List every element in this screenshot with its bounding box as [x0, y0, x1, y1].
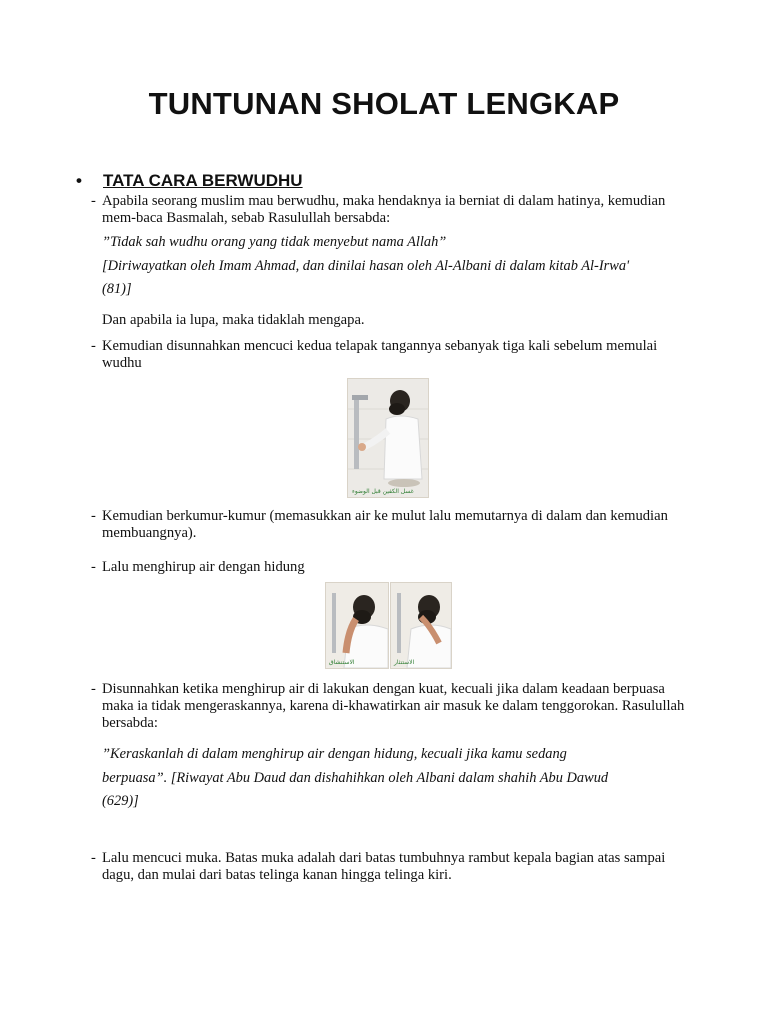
list-item	[91, 508, 691, 542]
hadith-source: berpuasa”. [Riwayat Abu Daud dan dishahihkan oleh Albani dalam shahih Abu Dawud	[102, 770, 609, 786]
bullet: •	[76, 171, 82, 190]
hadith-source-number: (81)]	[102, 281, 132, 297]
dash-marker: -	[91, 559, 96, 575]
photo-caption: الاستنثار	[394, 659, 415, 666]
list-item	[91, 850, 691, 884]
list-item-text: Apabila seorang muslim mau berwudhu, maka hendaknya ia berniat di dalam hatinya, kemudian mem-baca Basmalah, sebab Rasulullah bersabda:	[102, 193, 666, 226]
washing-hands-photo	[347, 378, 429, 498]
dash-marker: -	[91, 850, 96, 866]
dash-marker: -	[91, 681, 96, 697]
inhaling-water-illustration	[326, 583, 388, 668]
list-item-text: Disunnahkan ketika menghirup air di lakukan dengan kuat, kecuali jika dalam keadaan berpuasa maka ia tidak mengeraskannya, karena di-khawatirkan air masuk ke dalam tenggorokan. Rasulullah bersabda:	[102, 681, 685, 731]
list-item	[91, 681, 691, 732]
inhaling-water-photo	[325, 582, 389, 669]
list-item	[91, 338, 691, 372]
exhaling-water-illustration	[391, 583, 451, 668]
list-item	[91, 193, 691, 227]
note-text: Dan apabila ia lupa, maka tidaklah mengapa.	[102, 312, 365, 328]
exhaling-water-photo	[390, 582, 452, 669]
hadith-source: [Diriwayatkan oleh Imam Ahmad, dan dinilai hasan oleh Al-Albani di dalam kitab Al-Irwa'	[102, 258, 630, 274]
list-item-text: Lalu mencuci muka. Batas muka adalah dari batas tumbuhnya rambut kepala bagian atas sampai dagu, dan mulai dari batas telinga kanan hingga telinga kiri.	[102, 850, 666, 883]
washing-hands-illustration	[348, 379, 428, 497]
list-item-text: Kemudian berkumur-kumur (memasukkan air ke mulut lalu memutarnya di dalam dan kemudian membuangnya).	[102, 508, 668, 541]
list-item-text: Lalu menghirup air dengan hidung	[102, 559, 305, 575]
dash-marker: -	[91, 193, 96, 209]
hadith-quote: ”Keraskanlah di dalam menghirup air dengan hidung, kecuali jika kamu sedang	[102, 746, 567, 762]
list-item-text: Kemudian disunnahkan mencuci kedua telapak tangannya sebanyak tiga kali sebelum memulai wudhu	[102, 338, 658, 371]
hadith-quote: ”Tidak sah wudhu orang yang tidak menyebut nama Allah”	[102, 234, 447, 250]
dash-marker: -	[91, 338, 96, 354]
list-item	[91, 559, 691, 576]
document-title: TUNTUNAN SHOLAT LENGKAP	[148, 86, 620, 121]
hadith-source-number: (629)]	[102, 793, 139, 809]
photo-caption: الاستنشاق	[329, 659, 355, 666]
section-heading-text: TATA CARA BERWUDHU	[103, 171, 303, 190]
photo-caption: غسل الكفين قبل الوضوء	[352, 488, 414, 495]
dash-marker: -	[91, 508, 96, 524]
